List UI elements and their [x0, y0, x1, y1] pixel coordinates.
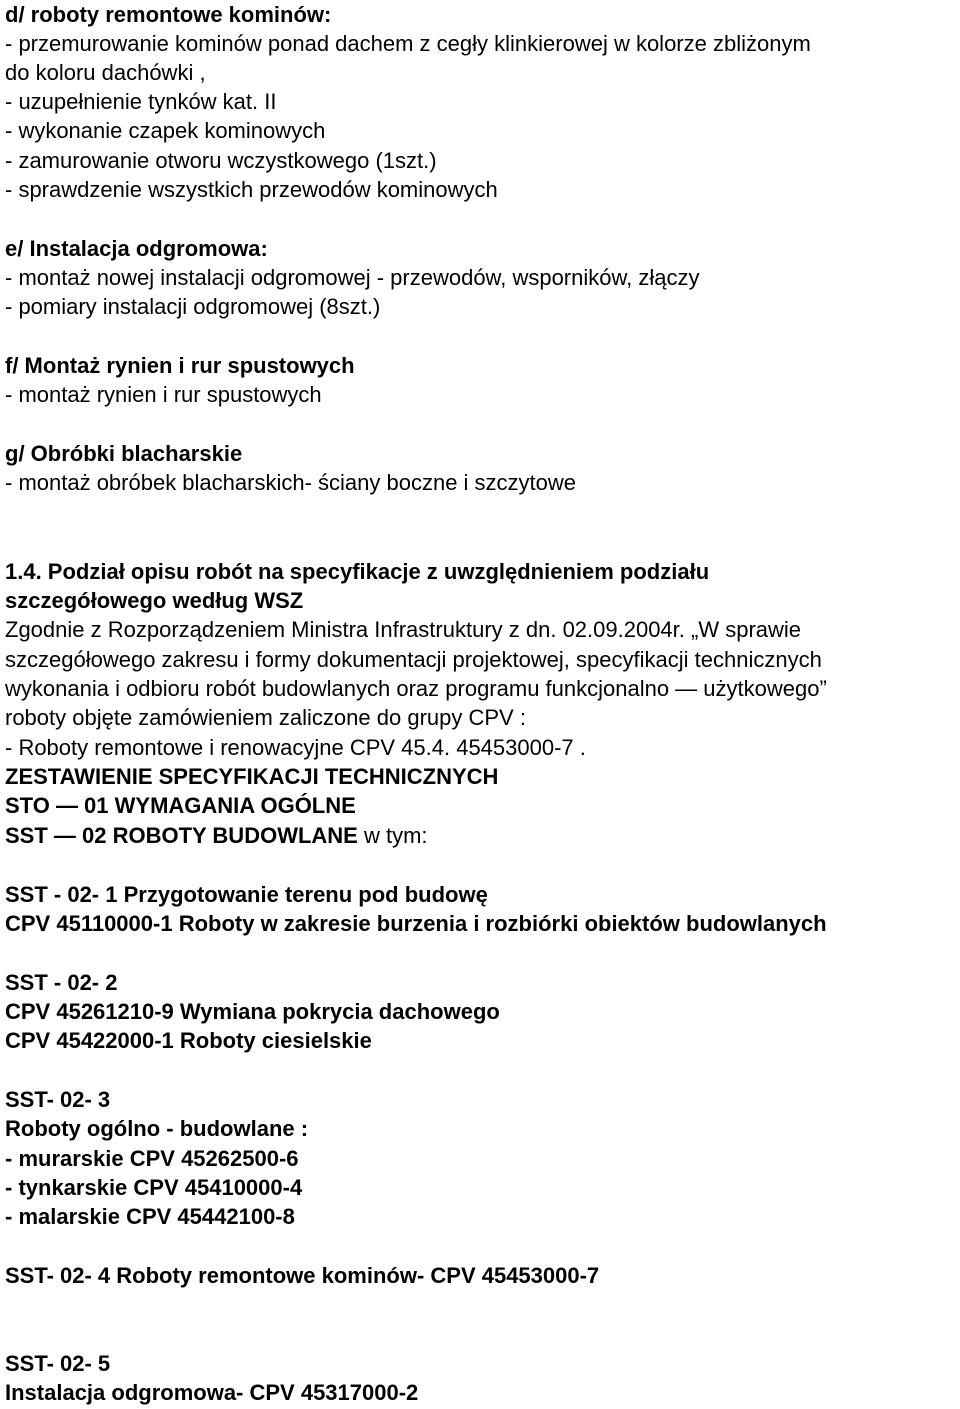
- spec-sst-2-cpv: CPV 45422000-1 Roboty ciesielskie: [5, 1028, 372, 1053]
- spec-sst-3-item: - tynkarskie CPV 45410000-4: [5, 1175, 303, 1200]
- spec-sst-1-cpv: CPV 45110000-1 Roboty w zakresie burzenia i rozbiórki obiektów budowlanych: [5, 911, 827, 936]
- section-14-paragraph-line: - Roboty remontowe i renowacyjne CPV 45.4. 45453000-7 .: [5, 735, 586, 760]
- section-14-paragraph-line: szczegółowego zakresu i formy dokumentacji projektowej, specyfikacji technicznych: [5, 647, 822, 672]
- section-d-item: - przemurowanie kominów ponad dachem z cegły klinkierowej w kolorze zbliżonym: [5, 31, 811, 56]
- section-e-item: - montaż nowej instalacji odgromowej - przewodów, wsporników, złączy: [5, 265, 700, 290]
- spec-sst-02-title: SST — 02 ROBOTY BUDOWLANE: [5, 823, 358, 848]
- spec-sst-02-suffix: w tym:: [357, 823, 428, 848]
- section-f-heading: f/ Montaż rynien i rur spustowych: [5, 353, 355, 378]
- spec-sst-2-cpv: CPV 45261210-9 Wymiana pokrycia dachowego: [5, 999, 500, 1024]
- spec-sst-5: SST- 02- 5: [5, 1351, 111, 1376]
- section-e-heading: e/ Instalacja odgromowa:: [5, 236, 268, 261]
- section-g-item: - montaż obróbek blacharskich- ściany boczne i szczytowe: [5, 470, 577, 495]
- section-14-heading-cont: szczegółowego według WSZ: [5, 588, 304, 613]
- section-14-paragraph-line: roboty objęte zamówieniem zaliczone do grupy CPV :: [5, 705, 526, 730]
- section-e-item: - pomiary instalacji odgromowej (8szt.): [5, 294, 381, 319]
- section-d-item: - wykonanie czapek kominowych: [5, 118, 326, 143]
- section-14-heading: 1.4. Podział opisu robót na specyfikacje z uwzględnieniem podziału: [5, 559, 710, 584]
- spec-sst-3-title: Roboty ogólno - budowlane :: [5, 1116, 309, 1141]
- section-d-item: - uzupełnienie tynków kat. II: [5, 89, 277, 114]
- spec-sst-3-item: - murarskie CPV 45262500-6: [5, 1146, 299, 1171]
- spec-sto: STO — 01 WYMAGANIA OGÓLNE: [5, 793, 356, 818]
- section-g-heading: g/ Obróbki blacharskie: [5, 441, 243, 466]
- section-f-item: - montaż rynien i rur spustowych: [5, 382, 322, 407]
- spec-sst-4: SST- 02- 4 Roboty remontowe kominów- CPV 45453000-7: [5, 1263, 600, 1288]
- spec-sst-3-item: - malarskie CPV 45442100-8: [5, 1204, 295, 1229]
- spec-sst-1: SST - 02- 1 Przygotowanie terenu pod budowę: [5, 882, 488, 907]
- section-d-item: do koloru dachówki ,: [5, 60, 206, 85]
- section-14-paragraph-line: wykonania i odbioru robót budowlanych oraz programu funkcjonalno — użytkowego”: [5, 676, 827, 701]
- spec-sst-2: SST - 02- 2: [5, 970, 118, 995]
- spec-sst-02: [5, 821, 428, 850]
- section-14-paragraph-line: Zgodnie z Rozporządzeniem Ministra Infrastruktury z dn. 02.09.2004r. „W sprawie: [5, 617, 802, 642]
- section-d-item: - zamurowanie otworu wczystkowego (1szt.): [5, 148, 437, 173]
- spec-sst-5-cpv: Instalacja odgromowa- CPV 45317000-2: [5, 1380, 419, 1405]
- section-d-item: - sprawdzenie wszystkich przewodów kominowych: [5, 177, 498, 202]
- spec-sst-3: SST- 02- 3: [5, 1087, 111, 1112]
- section-d-heading: d/ roboty remontowe kominów:: [5, 2, 332, 27]
- specs-title: ZESTAWIENIE SPECYFIKACJI TECHNICZNYCH: [5, 764, 499, 789]
